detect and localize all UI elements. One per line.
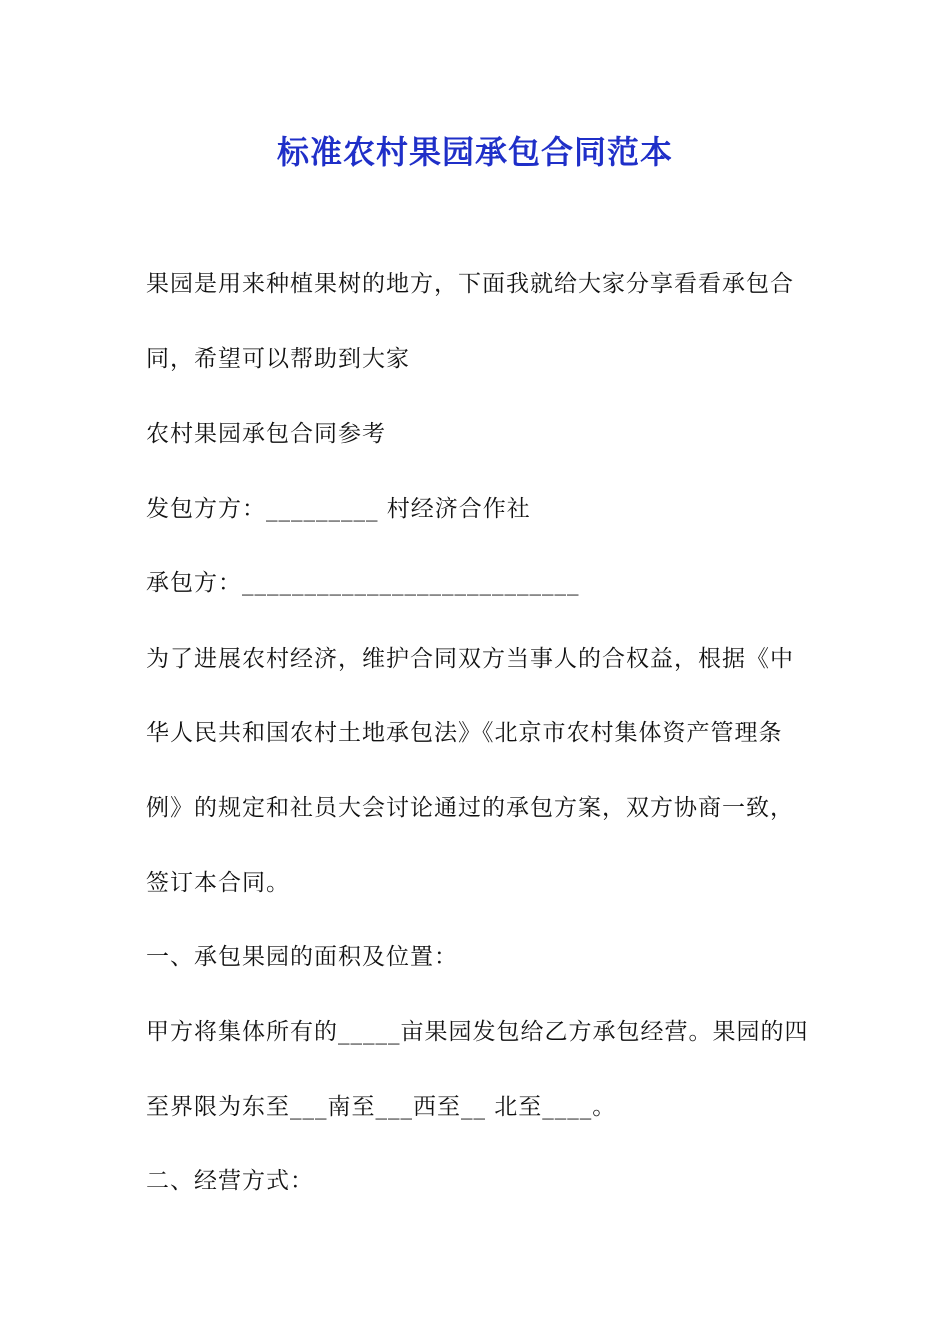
contractee-party-line: 承包方：___________________________ (146, 570, 580, 596)
paragraph-line: 至界限为东至___南至___西至__ 北至____。 (146, 1094, 617, 1120)
paragraph-line: 农村果园承包合同参考 (146, 421, 386, 447)
section-heading: 一、承包果园的面积及位置： (146, 944, 458, 970)
section-heading: 二、经营方式： (146, 1168, 314, 1194)
paragraph-line: 为了进展农村经济，维护合同双方当事人的合权益，根据《中 (146, 646, 794, 672)
paragraph-line: 例》的规定和社员大会讨论通过的承包方案，双方协商一致， (146, 795, 794, 821)
contractor-party-line: 发包方方：_________ 村经济合作社 (146, 496, 531, 522)
paragraph-line: 果园是用来种植果树的地方，下面我就给大家分享看看承包合 (146, 271, 794, 297)
paragraph-line: 同，希望可以帮助到大家 (146, 346, 410, 372)
paragraph-line: 签订本合同。 (146, 870, 290, 896)
paragraph-line: 甲方将集体所有的_____亩果园发包给乙方承包经营。果园的四 (146, 1019, 809, 1045)
document-title: 标准农村果园承包合同范本 (276, 133, 673, 171)
paragraph-line: 华人民共和国农村土地承包法》《北京市农村集体资产管理条 (146, 720, 783, 746)
